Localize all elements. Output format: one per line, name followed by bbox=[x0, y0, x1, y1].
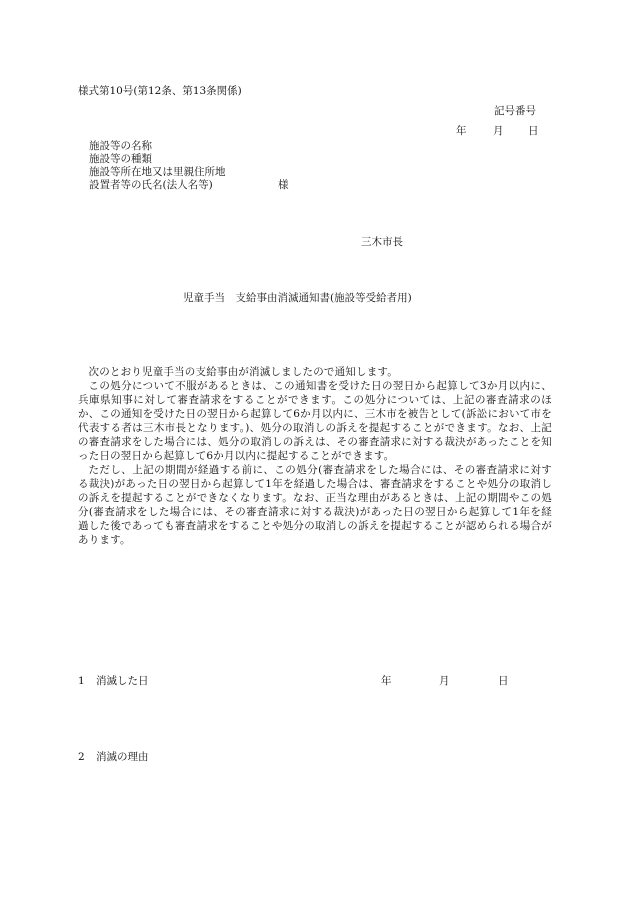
date-month: 月 bbox=[493, 125, 504, 137]
date-day: 日 bbox=[528, 125, 539, 137]
facility-address-label: 施設等所在地又は里親住所地 bbox=[89, 166, 226, 178]
item-number: 1 bbox=[78, 675, 85, 687]
item-year: 年 bbox=[381, 675, 392, 687]
item-month: 月 bbox=[439, 675, 450, 687]
body-paragraph: この処分について不服があるときは、この通知書を受けた日の翌日から起算して3か月以内に、兵庫県知事に対して審査請求をすることができます。この処分については、上記の審査請求のほか、この通知を受けた日の翌日から起算して6か月以内に、三木市を被告として(訴訟において市を代表する者は三木市長となります。)、処分の取消しの訴えを提起することができます。なお、上記の審査請求をした場合には、処分の取消しの訴えは、その審査請求に対する裁決があったことを知った日の翌日から起算して6か月以内に提起することができます。 bbox=[78, 380, 552, 462]
body-paragraph: 次のとおり児童手当の支給事由が消滅しましたので通知します。 bbox=[88, 366, 398, 378]
date-year: 年 bbox=[456, 125, 467, 137]
document-title: 児童手当 支給事由消滅通知書(施設等受給者用) bbox=[183, 292, 412, 304]
notice-body bbox=[78, 365, 552, 547]
item-day: 日 bbox=[498, 675, 509, 687]
founder-name-label: 設置者等の氏名(法人名等) bbox=[89, 179, 213, 191]
honorific: 様 bbox=[278, 179, 289, 191]
form-number: 様式第10号(第12条、第13条関係) bbox=[78, 85, 242, 97]
item-label: 消滅の理由 bbox=[96, 751, 149, 763]
ref-number-label: 記号番号 bbox=[494, 105, 536, 117]
facility-type-label: 施設等の種類 bbox=[89, 153, 152, 165]
item-number: 2 bbox=[78, 751, 85, 763]
issuer: 三木市長 bbox=[361, 236, 403, 248]
item-label: 消滅した日 bbox=[96, 675, 149, 687]
body-paragraph: ただし、上記の期間が経過する前に、この処分(審査請求をした場合には、その審査請求に対する裁決)があった日の翌日から起算して1年を経過した場合は、審査請求をすることや処分の取消しの訴えを提起することができなくなります。なお、正当な理由があるときは、上記の期間やこの処分(審査請求をした場合には、その審査請求に対する裁決)があった日の翌日から起算して1年を経過した後であっても審査請求をすることや処分の取消しの訴えを提起することが認められる場合があります。 bbox=[78, 464, 552, 546]
facility-name-label: 施設等の名称 bbox=[89, 140, 152, 152]
